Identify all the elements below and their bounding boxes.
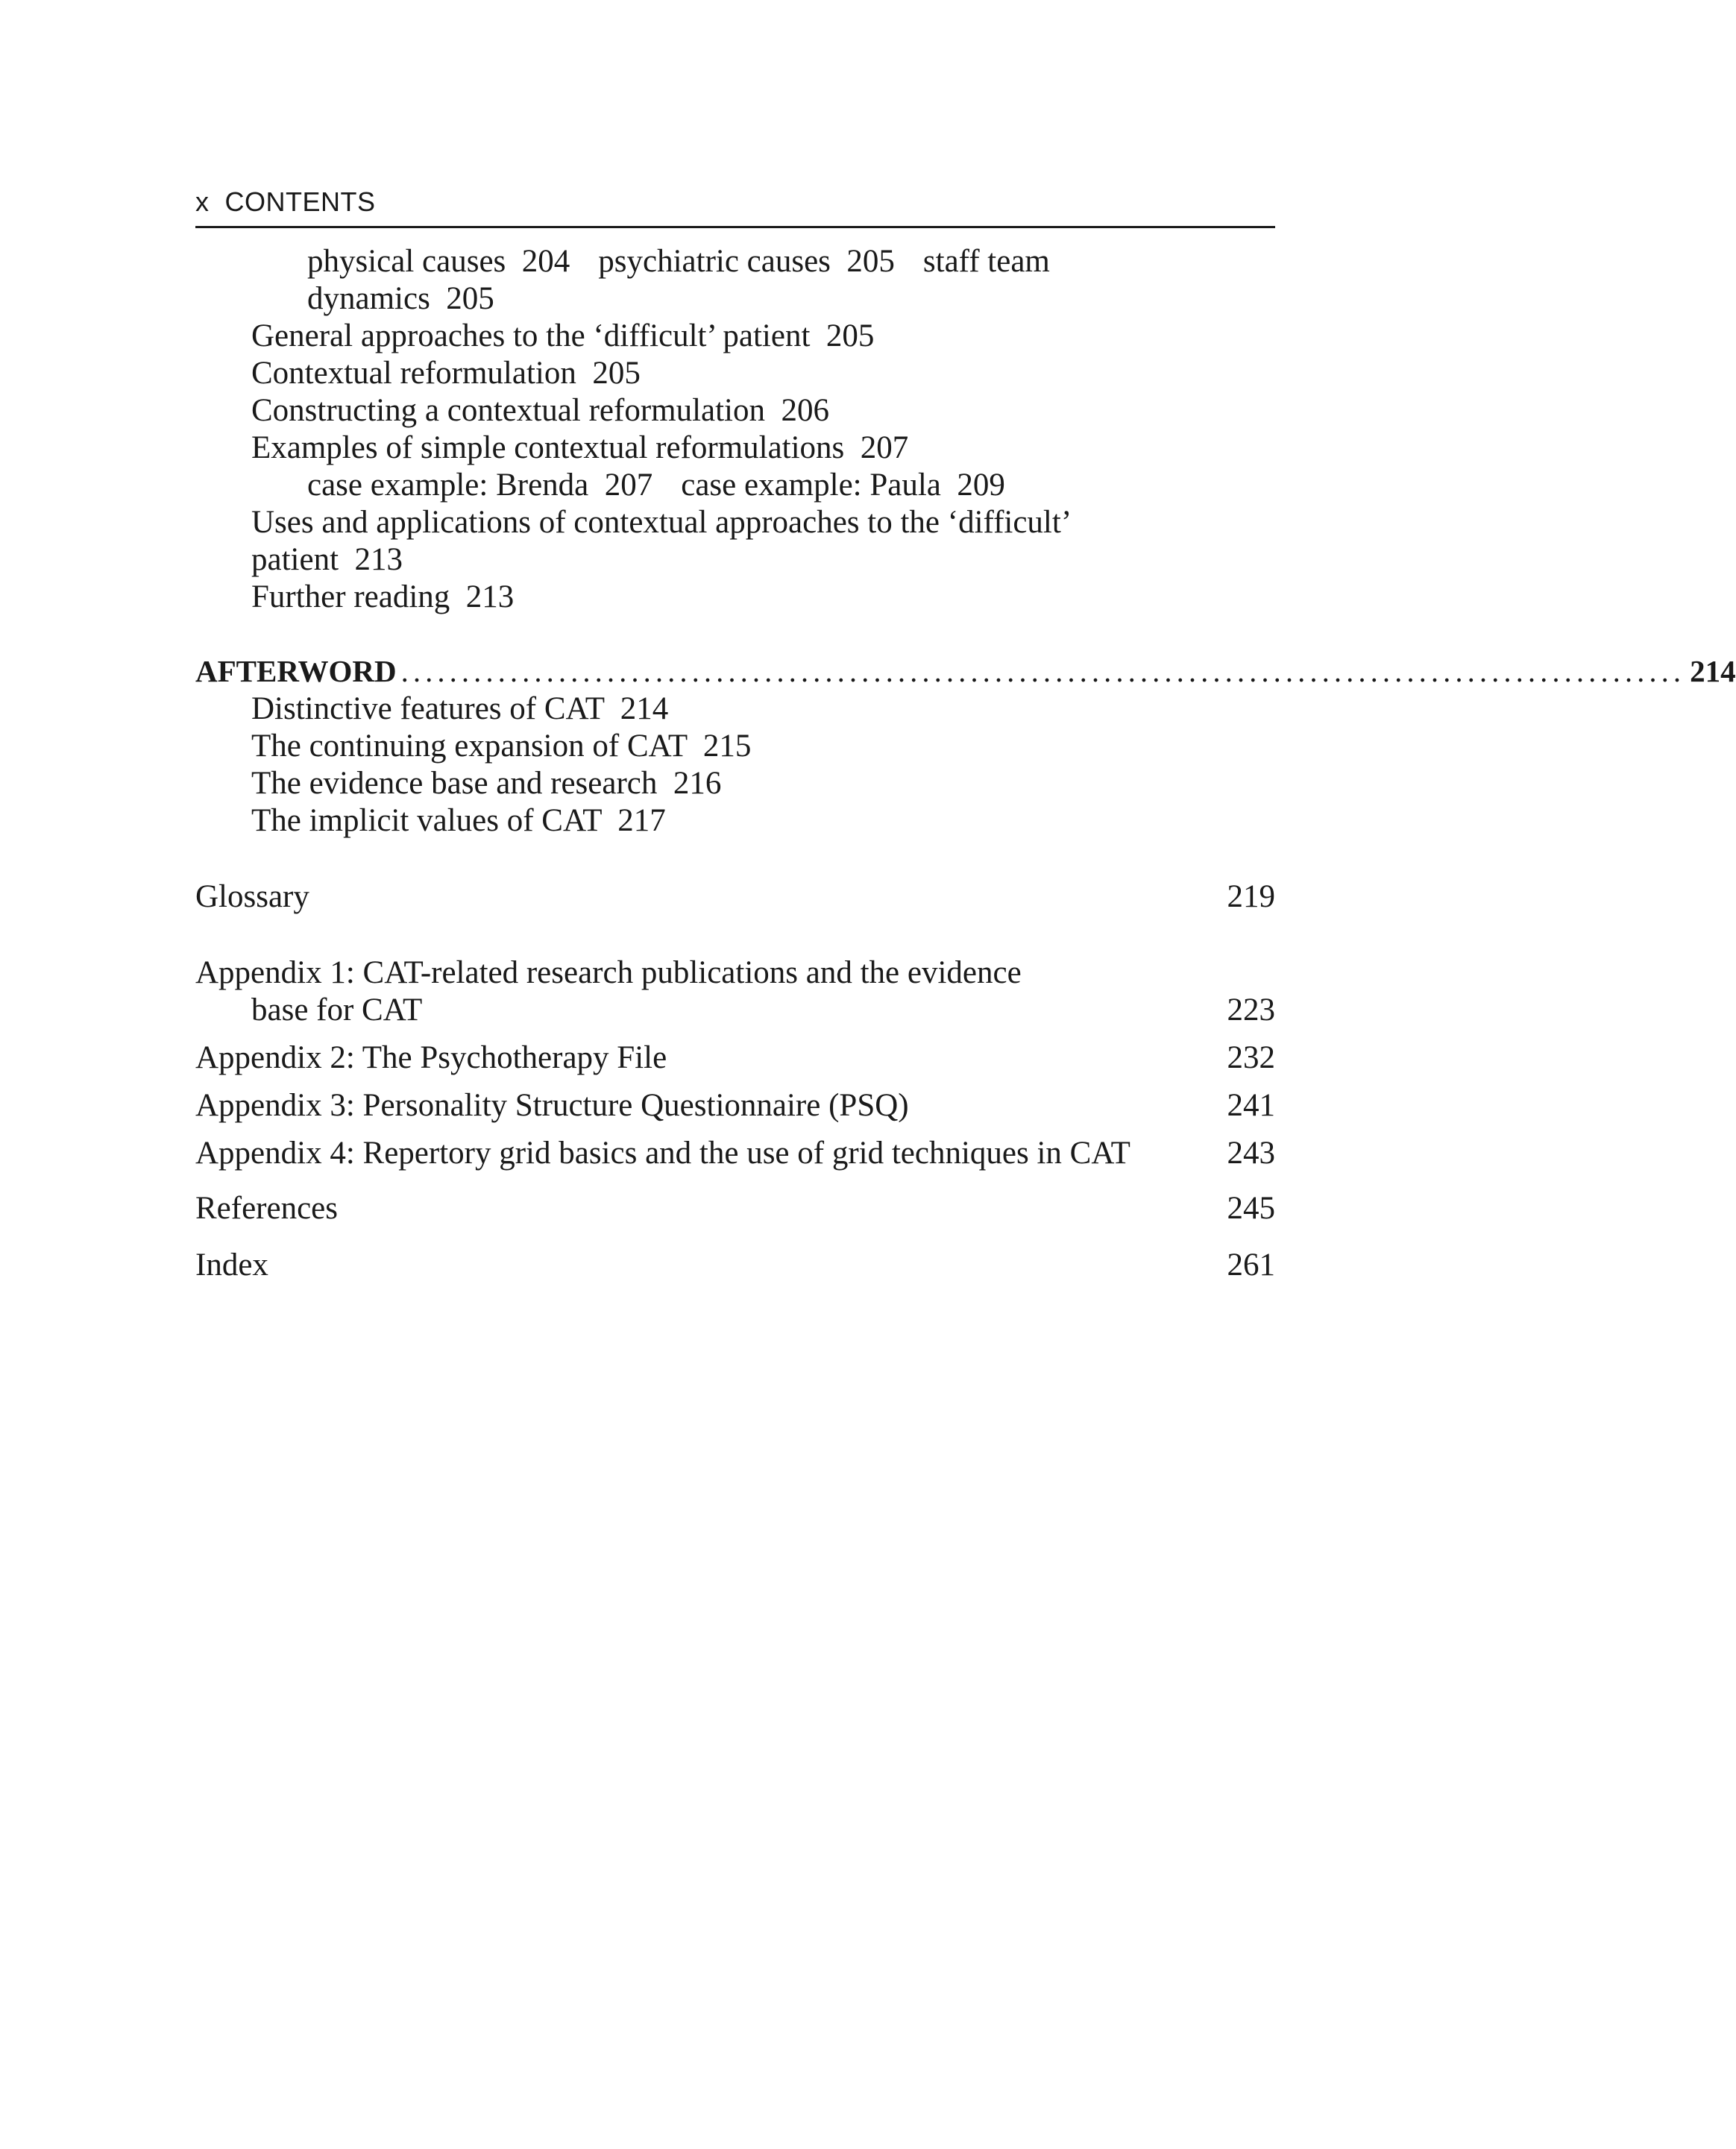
references-title: References <box>195 1191 338 1226</box>
toc-entry-contextual-reformulation <box>195 355 1275 392</box>
toc-entry-constructing <box>195 392 1275 430</box>
toc-references[interactable] <box>195 1190 1275 1227</box>
toc-appendix-4[interactable] <box>195 1135 1275 1172</box>
toc-entry-text: Contextual reformulation 205 <box>251 356 641 391</box>
appendix-1-line1: Appendix 1: CAT-related research publications and the evidence <box>195 955 1022 990</box>
toc-glossary[interactable] <box>195 878 1275 916</box>
toc-entry-text: General approaches to the ‘difficult’ patient 205 <box>251 318 875 353</box>
appendix-3-page: 241 <box>1227 1088 1275 1123</box>
appendix-3-title: Appendix 3: Personality Structure Questionnaire (PSQ) <box>195 1088 909 1123</box>
appendix-4-title: Appendix 4: Repertory grid basics and the use of grid techniques in CAT <box>195 1136 1130 1171</box>
toc-appendix-1[interactable] <box>195 954 1275 1029</box>
glossary-page: 219 <box>1227 879 1275 914</box>
running-head-label: x CONTENTS <box>195 186 376 217</box>
header-rule <box>195 226 1275 228</box>
toc-entry-values <box>195 802 1275 840</box>
appendix-2-page: 232 <box>1227 1040 1275 1075</box>
toc-entry-causes <box>195 243 1275 280</box>
chapter-page: 214 <box>1690 654 1736 688</box>
toc-entry-text: Examples of simple contextual reformulations 207 <box>251 430 909 465</box>
toc-entry-case-brenda: case example: Brenda 207 <box>307 468 653 503</box>
references-page: 245 <box>1227 1191 1275 1226</box>
toc-entry-text: The evidence base and research 216 <box>251 766 722 801</box>
dot-leader: .......................................................................................................... <box>400 654 1686 688</box>
toc-entry-case-examples <box>195 467 1275 504</box>
toc-chapter-afterword[interactable] <box>195 652 1736 690</box>
toc-entry-further-reading <box>195 579 1275 616</box>
toc-entry-evidence <box>195 765 1275 802</box>
appendix-1-line2-row <box>195 992 1275 1029</box>
appendix-2-title: Appendix 2: The Psychotherapy File <box>195 1040 667 1075</box>
toc-entry-patient <box>195 541 1275 579</box>
toc-entry-dynamics <box>195 280 1275 318</box>
toc-entry-text: The implicit values of CAT 217 <box>251 803 666 838</box>
toc-entry-physical-causes: physical causes 204 <box>307 244 570 279</box>
index-title: Index <box>195 1247 268 1283</box>
appendix-4-page: 243 <box>1227 1136 1275 1171</box>
glossary-title: Glossary <box>195 879 309 914</box>
toc-entry-text: Constructing a contextual reformulation 206 <box>251 393 830 428</box>
toc-entry-staff-team: staff team <box>922 244 1050 279</box>
toc-entry-examples <box>195 430 1275 467</box>
toc-entry-text: dynamics 205 <box>307 281 494 316</box>
contents-page <box>195 183 1736 1284</box>
toc-appendix-2[interactable] <box>195 1039 1275 1077</box>
toc-entry-text: Further reading 213 <box>251 579 515 614</box>
index-page: 261 <box>1227 1247 1275 1283</box>
toc-entry-text: Distinctive features of CAT 214 <box>251 691 669 726</box>
toc-entry-general-approaches <box>195 318 1275 355</box>
toc-entry-text: Uses and applications of contextual approaches to the ‘difficult’ <box>251 505 1072 540</box>
toc-entry-expansion <box>195 728 1275 765</box>
toc-entry-text: patient 213 <box>251 542 403 577</box>
chapter-title: AFTERWORD <box>195 654 397 688</box>
toc-index[interactable] <box>195 1247 1275 1284</box>
running-head <box>195 183 1275 221</box>
toc-entry-psychiatric-causes: psychiatric causes 205 <box>598 244 895 279</box>
appendix-1-page: 223 <box>1227 992 1275 1028</box>
appendix-1-line2: base for CAT <box>251 992 423 1028</box>
toc-entry-distinctive <box>195 690 1275 728</box>
toc-body <box>195 243 1736 1284</box>
toc-entry-text: The continuing expansion of CAT 215 <box>251 729 752 764</box>
toc-entry-uses <box>195 504 1275 541</box>
toc-entry-case-paula: case example: Paula 209 <box>681 468 1005 503</box>
toc-appendix-3[interactable] <box>195 1087 1275 1124</box>
